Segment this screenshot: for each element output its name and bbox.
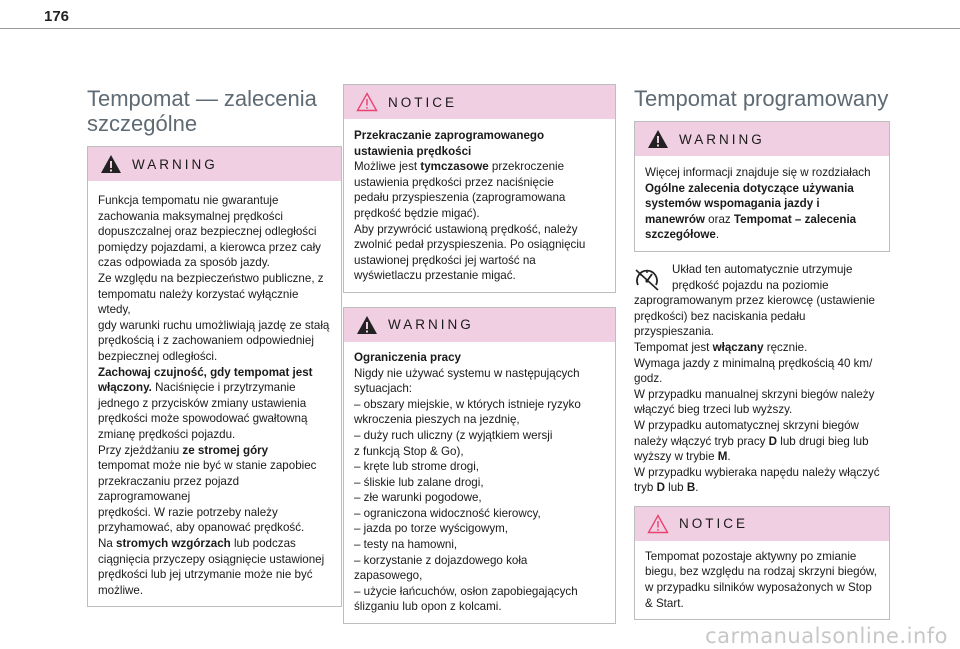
warning-box-operating-limits — [343, 307, 616, 624]
text-line: – użycie łańcuchów, osłon zapobiegających — [354, 584, 578, 598]
text-line: prędkości może spowodować gwałtowną — [98, 412, 308, 426]
warning-box-header — [88, 147, 341, 181]
text-line: prędkość pojazdu na poziomie — [672, 278, 829, 292]
text-line: & Start. — [645, 596, 684, 610]
text-line: W przypadku wybieraka napędu należy włączyć — [634, 465, 880, 479]
warning-box-body — [88, 181, 341, 606]
text-line — [98, 443, 331, 459]
watermark: carmanualsonline.info — [705, 624, 948, 648]
title-line: szczególne — [87, 111, 198, 136]
text-line: wyświetlaczu przestanie migać. — [354, 269, 516, 283]
text-line: – obszary miejskie, w których istnieje ryzyko — [354, 397, 581, 411]
text-span: tryb — [634, 481, 657, 495]
text-line — [354, 144, 605, 160]
text-line: w przypadku silników wyposażonych w Stop — [645, 581, 872, 595]
cruise-control-icon — [634, 266, 660, 292]
text-line: – złe warunki pogodowe, — [354, 491, 482, 505]
bold-text: włączany — [712, 340, 764, 354]
notice-box-body — [635, 541, 889, 619]
section-title-special-recommendations — [87, 86, 342, 136]
text-span: ręcznie. — [763, 340, 808, 354]
text-line: Wymaga jazdy z minimalną prędkością 40 km/ — [634, 356, 873, 370]
text-span: Przy zjeżdżaniu — [98, 443, 183, 457]
page-number: 176 — [44, 8, 70, 25]
text-line: – korzystanie z dojazdowego koła — [354, 553, 528, 567]
text-line: prędkość będzie migać). — [354, 206, 480, 220]
notice-box-header — [635, 507, 889, 541]
text-line: przekraczaniu przez pojazd zaprogramowanej — [98, 474, 240, 504]
text-line: pomiędzy pojazdami, a kierowca przez cały — [98, 240, 321, 254]
warning-box-header — [344, 308, 615, 342]
text-line: włączyć bieg trzeci lub wyższy. — [634, 403, 793, 417]
bold-text: Ogólne zalecenia dotyczące używania — [645, 181, 854, 195]
warning-icon — [100, 154, 122, 174]
notice-box-header — [344, 85, 615, 119]
text-line: ustawienia prędkości przez naciśnięcie — [354, 175, 554, 189]
bold-text: systemów wspomagania jazdy i — [645, 197, 820, 211]
section-title-programmable-cruise: Tempomat programowany — [634, 86, 889, 111]
notice-icon — [356, 92, 378, 112]
text-line — [634, 480, 890, 496]
text-line: zaprogramowanym przez kierowcę (ustawienie — [634, 294, 875, 308]
bold-text: D — [768, 434, 778, 448]
column-right — [634, 84, 890, 620]
text-line: Nigdy nie używać systemu w następujących — [354, 366, 580, 380]
bold-text: M — [717, 450, 728, 464]
text-line: bezpiecznej odległości. — [98, 349, 218, 363]
text-line: tempomat może nie być w stanie zapobiec — [98, 459, 317, 473]
text-line: ciągnięcia przyczepy osiągnięcie ustawionej — [98, 552, 325, 566]
text-line: ślizganiu lub opon z kolcami. — [354, 600, 502, 614]
text-line — [354, 128, 605, 144]
text-line: Funkcja tempomatu nie gwarantuje — [98, 194, 279, 207]
text-line: możliwe. — [98, 583, 144, 597]
text-line: prędkości lub jej utrzymanie może nie być — [98, 568, 313, 582]
text-line: sytuacjach: — [354, 382, 412, 396]
text-line: ustawionej prędkości jej wartość na — [354, 253, 536, 267]
text-line: Ze względu na bezpieczeństwo publiczne, z — [98, 271, 324, 285]
notice-box-stays-active — [634, 506, 890, 620]
text-line: prędkości) bez naciskania pedału — [634, 309, 806, 323]
warning-box-body — [344, 342, 615, 623]
text-line: – duży ruch uliczny (z wyjątkiem wersji — [354, 428, 553, 442]
text-line: gdy warunki ruchu umożliwiają jazdę ze stałą — [98, 318, 330, 332]
text-line: Układ ten automatycznie utrzymuje — [672, 262, 853, 276]
text-line — [634, 449, 890, 465]
text-line: Tempomat pozostaje aktywny po zmianie — [645, 549, 857, 563]
text-line: – ograniczona widoczność kierowcy, — [354, 506, 541, 520]
text-span: Tempomat jest — [634, 340, 713, 354]
text-line: zmianę prędkości pojazdu. — [98, 427, 236, 441]
text-line — [98, 380, 331, 396]
text-line — [645, 181, 879, 197]
cruise-description — [634, 262, 890, 496]
text-span: oraz — [704, 212, 734, 226]
text-span: . — [695, 481, 699, 495]
text-line: prędkością i z zachowaniem odpowiedniej — [98, 334, 314, 348]
warning-icon — [647, 129, 669, 149]
notice-label: NOTICE — [679, 516, 749, 532]
text-line: tempomatu należy korzystać wyłącznie wtedy, — [98, 287, 299, 317]
text-line: godz. — [634, 372, 663, 386]
notice-box-exceeding-speed — [343, 84, 616, 293]
text-line — [354, 159, 605, 175]
warning-box-cruise — [87, 146, 342, 607]
warning-icon — [356, 315, 378, 335]
text-span: lub podczas — [230, 537, 296, 551]
bold-text: Tempomat – zalecenia — [733, 212, 857, 226]
column-middle — [343, 84, 616, 624]
text-line: – testy na hamowni, — [354, 538, 458, 552]
warning-box-body — [635, 156, 889, 251]
text-line: zachowania maksymalnej prędkości — [98, 209, 283, 223]
warning-box-more-info — [634, 121, 890, 252]
text-line — [634, 434, 890, 450]
text-line: W przypadku automatycznej skrzyni biegów — [634, 418, 859, 432]
bold-text: manewrów — [645, 212, 705, 226]
text-line: dopuszczalnej oraz bezpiecznej odległości — [98, 225, 317, 239]
bold-text: Zachowaj czujność, gdy tempomat jest — [98, 365, 313, 379]
text-span: lub drugi bieg lub — [777, 434, 869, 448]
text-line: przyhamować, aby opanować prędkość. — [98, 521, 305, 535]
text-line: W przypadku manualnej skrzyni biegów należy — [634, 387, 875, 401]
warning-label: WARNING — [132, 156, 218, 172]
text-line: Aby przywrócić ustawioną prędkość, należy — [354, 222, 578, 236]
text-line: wkroczenia pieszych na jezdnię, — [354, 413, 520, 427]
bold-text: D — [656, 481, 665, 495]
text-span: Na — [98, 537, 117, 551]
bold-text: ustawienia prędkości — [354, 144, 472, 158]
bold-text: ze stromej góry — [182, 443, 269, 457]
text-line: biegu, bez względu na rodzaj skrzyni biegów, — [645, 565, 878, 579]
warning-label: WARNING — [679, 131, 765, 147]
text-line: prędkości. W razie potrzeby należy — [98, 505, 278, 519]
top-rule — [0, 28, 960, 29]
notice-box-body — [344, 119, 615, 292]
text-line — [645, 227, 879, 243]
text-line: jednego z przycisków zmiany ustawienia — [98, 396, 307, 410]
text-line: – śliskie lub zalane drogi, — [354, 475, 484, 489]
bold-text: szczegółowe — [645, 228, 716, 242]
text-line: Więcej informacji znajduje się w rozdziałach — [645, 166, 871, 179]
text-line: zwolnić pedał przyspieszenia. Po osiągnięciu — [354, 238, 586, 252]
text-line: przyspieszania. — [634, 325, 714, 339]
text-line — [645, 212, 879, 228]
text-line: pedału przyspieszenia (zaprogramowana — [354, 191, 566, 205]
text-span: Naciśnięcie i przytrzymanie — [151, 381, 296, 395]
bold-text: B — [686, 481, 696, 495]
text-span: wyższy w trybie — [634, 450, 718, 464]
text-line: zapasowego, — [354, 569, 423, 583]
text-span: . — [715, 228, 720, 242]
bold-text: stromych wzgórzach — [116, 537, 231, 551]
text-span: . — [727, 450, 731, 464]
title-line: Tempomat — zalecenia — [87, 86, 317, 111]
text-span: Możliwe jest — [354, 160, 421, 174]
text-line: czas odpowiada za sposób jazdy. — [98, 256, 270, 270]
warning-box-header — [635, 122, 889, 156]
text-line: – jazda po torze wyścigowym, — [354, 522, 509, 536]
text-line — [634, 340, 890, 356]
notice-label: NOTICE — [388, 94, 458, 110]
bold-text: włączony. — [98, 381, 152, 395]
text-span: przekroczenie — [488, 160, 565, 174]
notice-icon — [647, 514, 669, 534]
text-line — [645, 196, 879, 212]
bold-text: Przekraczanie zaprogramowanego — [354, 129, 545, 142]
bold-text: Ograniczenia pracy — [354, 350, 461, 364]
text-span: należy włączyć tryb pracy — [634, 434, 769, 448]
bold-text: tymczasowe — [420, 160, 489, 174]
text-line — [98, 536, 331, 552]
warning-label: WARNING — [388, 317, 474, 333]
text-line — [354, 350, 605, 366]
column-left — [87, 84, 342, 607]
text-span: lub — [664, 481, 687, 495]
text-line: – kręte lub strome drogi, — [354, 460, 480, 474]
text-line: z funkcją Stop & Go), — [354, 444, 464, 458]
text-line — [98, 365, 331, 381]
